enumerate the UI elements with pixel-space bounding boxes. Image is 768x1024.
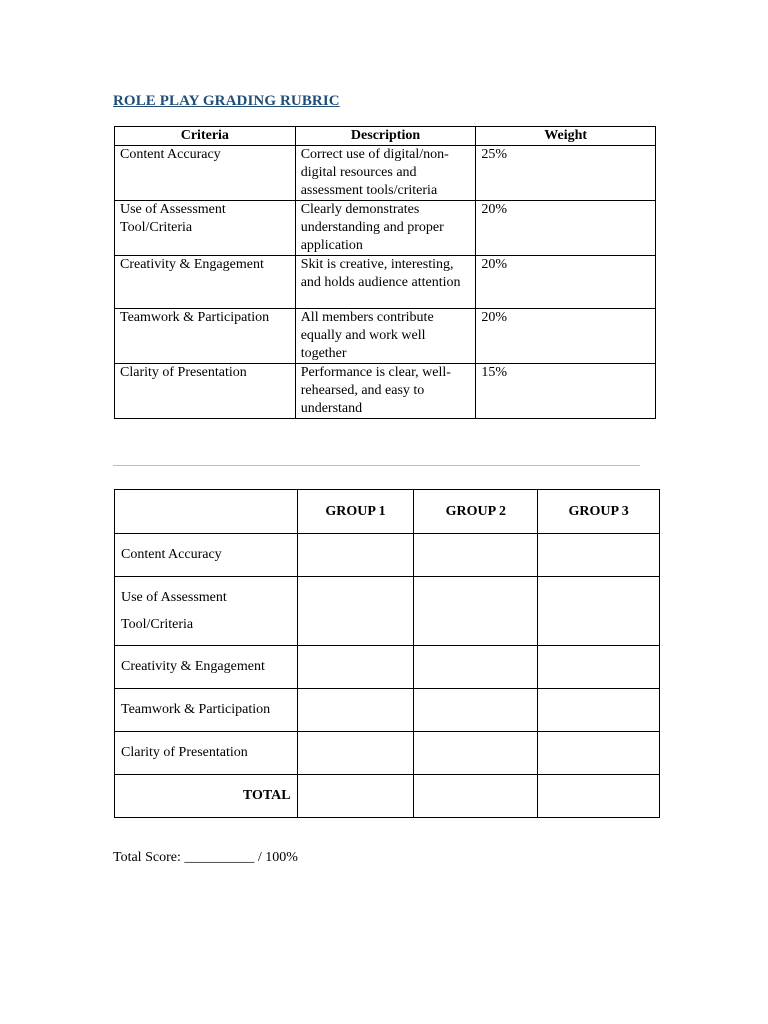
section-divider: [113, 465, 640, 466]
score-total-row: [115, 775, 660, 818]
score-cell-group-3[interactable]: [538, 577, 660, 646]
score-cell-group-2[interactable]: [414, 534, 538, 577]
rubric-description-cell: Performance is clear, well-rehearsed, and easy to understand: [295, 364, 476, 419]
score-cell-group-1[interactable]: [297, 534, 414, 577]
score-total-label: TOTAL: [115, 775, 298, 818]
rubric-row: [115, 309, 656, 364]
score-row: [115, 534, 660, 577]
score-row-label: Creativity & Engagement: [115, 646, 298, 689]
score-cell-group-3[interactable]: [538, 646, 660, 689]
rubric-description-cell: Skit is creative, interesting, and holds audience attention: [295, 256, 476, 309]
score-header-group-3: GROUP 3: [538, 490, 660, 534]
rubric-criteria-cell: Content Accuracy: [115, 146, 296, 201]
rubric-row: [115, 256, 656, 309]
score-row-label: Clarity of Presentation: [115, 732, 298, 775]
rubric-header-description: Description: [295, 127, 476, 146]
score-cell-group-1[interactable]: [297, 689, 414, 732]
rubric-description-cell: Clearly demonstrates understanding and proper application: [295, 201, 476, 256]
score-total-group-2[interactable]: [414, 775, 538, 818]
rubric-description-cell: All members contribute equally and work well together: [295, 309, 476, 364]
rubric-row: [115, 146, 656, 201]
rubric-table: [114, 126, 656, 419]
score-cell-group-1[interactable]: [297, 732, 414, 775]
score-row-label: Teamwork & Participation: [115, 689, 298, 732]
rubric-criteria-cell: Teamwork & Participation: [115, 309, 296, 364]
rubric-weight-cell: 20%: [476, 309, 656, 364]
score-cell-group-2[interactable]: [414, 732, 538, 775]
score-table: [114, 489, 660, 818]
rubric-row: [115, 201, 656, 256]
rubric-header-row: [115, 127, 656, 146]
rubric-weight-cell: 15%: [476, 364, 656, 419]
score-cell-group-3[interactable]: [538, 689, 660, 732]
rubric-criteria-cell: Clarity of Presentation: [115, 364, 296, 419]
rubric-weight-cell: 20%: [476, 201, 656, 256]
rubric-weight-cell: 25%: [476, 146, 656, 201]
score-row: [115, 577, 660, 646]
score-cell-group-2[interactable]: [414, 689, 538, 732]
score-row: [115, 689, 660, 732]
score-row: [115, 646, 660, 689]
rubric-criteria-cell: Creativity & Engagement: [115, 256, 296, 309]
score-header-row: [115, 490, 660, 534]
rubric-row: [115, 364, 656, 419]
score-cell-group-1[interactable]: [297, 577, 414, 646]
page-title: ROLE PLAY GRADING RUBRIC: [113, 93, 340, 109]
rubric-description-cell: Correct use of digital/non-digital resources and assessment tools/criteria: [295, 146, 476, 201]
score-corner-cell: [115, 490, 298, 534]
rubric-weight-cell: 20%: [476, 256, 656, 309]
total-score-line: Total Score: __________ / 100%: [113, 850, 298, 865]
score-cell-group-3[interactable]: [538, 732, 660, 775]
score-row: [115, 732, 660, 775]
score-cell-group-1[interactable]: [297, 646, 414, 689]
score-cell-group-3[interactable]: [538, 534, 660, 577]
score-total-group-3[interactable]: [538, 775, 660, 818]
rubric-criteria-cell: Use of Assessment Tool/Criteria: [115, 201, 296, 256]
score-cell-group-2[interactable]: [414, 577, 538, 646]
score-cell-group-2[interactable]: [414, 646, 538, 689]
rubric-header-weight: Weight: [476, 127, 656, 146]
rubric-header-criteria: Criteria: [115, 127, 296, 146]
score-row-label: Content Accuracy: [115, 534, 298, 577]
score-total-group-1[interactable]: [297, 775, 414, 818]
score-header-group-2: GROUP 2: [414, 490, 538, 534]
score-row-label: Use of Assessment Tool/Criteria: [115, 577, 298, 646]
score-header-group-1: GROUP 1: [297, 490, 414, 534]
